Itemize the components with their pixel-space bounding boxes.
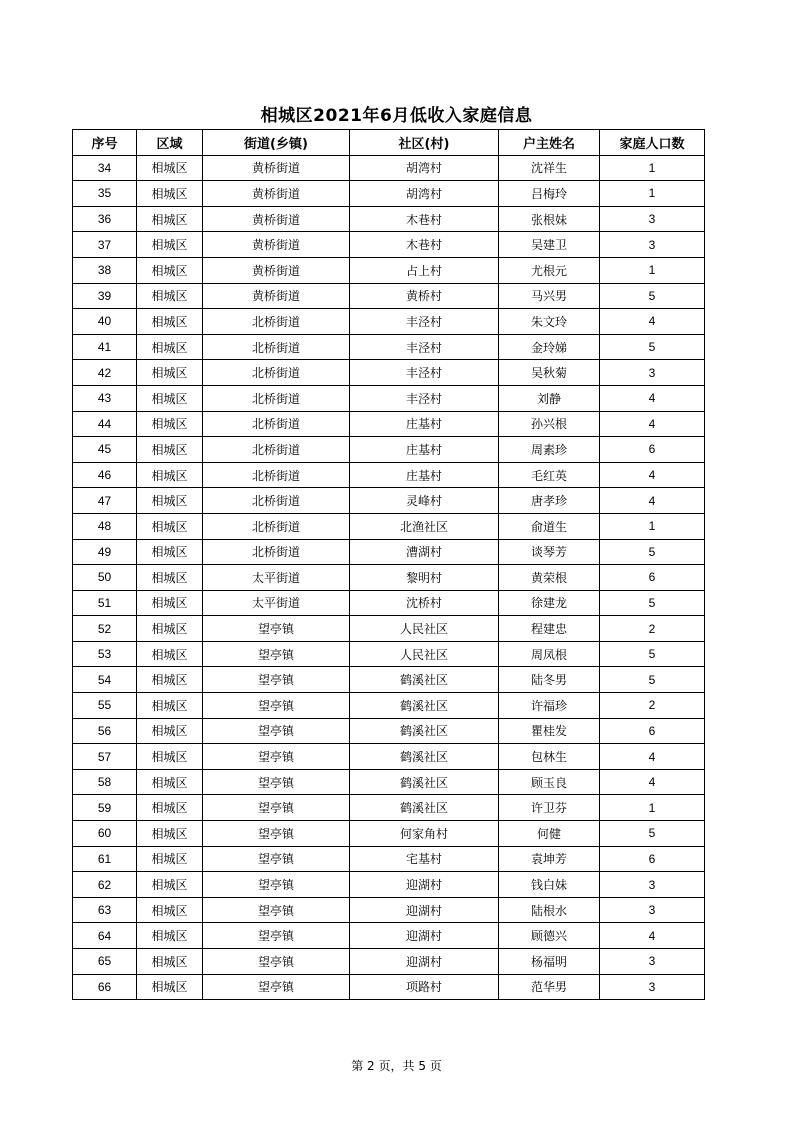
row-index: 51	[73, 590, 137, 616]
row-street: 望亭镇	[203, 769, 350, 795]
row-community: 何家角村	[350, 821, 499, 847]
row-householder: 许卫芬	[499, 795, 600, 821]
row-family-size: 5	[600, 590, 705, 616]
row-district: 相城区	[137, 488, 203, 514]
row-householder: 张根妹	[499, 206, 600, 232]
row-index: 56	[73, 718, 137, 744]
row-district: 相城区	[137, 565, 203, 591]
table-row	[73, 411, 705, 437]
row-householder: 瞿桂发	[499, 718, 600, 744]
row-householder: 范华男	[499, 974, 600, 1000]
row-community: 丰泾村	[350, 385, 499, 411]
table-row	[73, 616, 705, 642]
row-district: 相城区	[137, 462, 203, 488]
row-district: 相城区	[137, 795, 203, 821]
row-householder: 许福珍	[499, 693, 600, 719]
row-district: 相城区	[137, 411, 203, 437]
row-householder: 唐孝珍	[499, 488, 600, 514]
row-street: 望亭镇	[203, 872, 350, 898]
row-family-size: 4	[600, 411, 705, 437]
row-householder: 杨福明	[499, 949, 600, 975]
row-householder: 吴秋菊	[499, 360, 600, 386]
row-street: 黄桥街道	[203, 181, 350, 207]
table-row	[73, 462, 705, 488]
row-family-size: 1	[600, 795, 705, 821]
row-householder: 何健	[499, 821, 600, 847]
row-community: 庄基村	[350, 411, 499, 437]
table-row	[73, 206, 705, 232]
row-community: 鹤溪社区	[350, 769, 499, 795]
row-householder: 俞道生	[499, 513, 600, 539]
row-family-size: 5	[600, 334, 705, 360]
row-community: 迎湖村	[350, 897, 499, 923]
row-family-size: 4	[600, 309, 705, 335]
table-row	[73, 923, 705, 949]
row-district: 相城区	[137, 693, 203, 719]
table-row	[73, 897, 705, 923]
row-householder: 周凤根	[499, 641, 600, 667]
row-index: 55	[73, 693, 137, 719]
row-community: 宅基村	[350, 846, 499, 872]
row-district: 相城区	[137, 744, 203, 770]
row-family-size: 5	[600, 283, 705, 309]
table-row	[73, 590, 705, 616]
row-family-size: 1	[600, 155, 705, 181]
row-index: 63	[73, 897, 137, 923]
table-row	[73, 718, 705, 744]
row-street: 北桥街道	[203, 513, 350, 539]
row-family-size: 4	[600, 744, 705, 770]
row-family-size: 5	[600, 641, 705, 667]
row-community: 丰泾村	[350, 334, 499, 360]
row-district: 相城区	[137, 206, 203, 232]
row-householder: 周素珍	[499, 437, 600, 463]
row-index: 50	[73, 565, 137, 591]
row-family-size: 6	[600, 565, 705, 591]
row-community: 木巷村	[350, 206, 499, 232]
row-family-size: 5	[600, 539, 705, 565]
row-district: 相城区	[137, 155, 203, 181]
row-family-size: 3	[600, 232, 705, 258]
row-householder: 吴建卫	[499, 232, 600, 258]
table-row	[73, 513, 705, 539]
row-district: 相城区	[137, 232, 203, 258]
row-householder: 尤根元	[499, 257, 600, 283]
row-index: 46	[73, 462, 137, 488]
table-row	[73, 872, 705, 898]
row-street: 望亭镇	[203, 744, 350, 770]
table-row	[73, 437, 705, 463]
row-district: 相城区	[137, 590, 203, 616]
row-householder: 钱白妹	[499, 872, 600, 898]
row-family-size: 3	[600, 206, 705, 232]
row-community: 胡湾村	[350, 155, 499, 181]
row-householder: 程建忠	[499, 616, 600, 642]
row-district: 相城区	[137, 846, 203, 872]
row-community: 占上村	[350, 257, 499, 283]
row-street: 望亭镇	[203, 923, 350, 949]
header-district: 区域	[137, 130, 203, 156]
row-street: 望亭镇	[203, 641, 350, 667]
row-index: 52	[73, 616, 137, 642]
row-index: 59	[73, 795, 137, 821]
row-index: 58	[73, 769, 137, 795]
row-street: 北桥街道	[203, 488, 350, 514]
row-street: 望亭镇	[203, 616, 350, 642]
row-index: 37	[73, 232, 137, 258]
row-street: 望亭镇	[203, 821, 350, 847]
row-family-size: 5	[600, 821, 705, 847]
row-street: 黄桥街道	[203, 283, 350, 309]
table-row	[73, 821, 705, 847]
row-district: 相城区	[137, 718, 203, 744]
row-family-size: 4	[600, 488, 705, 514]
row-community: 鹤溪社区	[350, 795, 499, 821]
row-community: 人民社区	[350, 641, 499, 667]
row-family-size: 2	[600, 616, 705, 642]
row-householder: 金玲娣	[499, 334, 600, 360]
row-index: 60	[73, 821, 137, 847]
table-row	[73, 257, 705, 283]
header-householder: 户主姓名	[499, 130, 600, 156]
row-street: 太平街道	[203, 565, 350, 591]
row-district: 相城区	[137, 334, 203, 360]
row-index: 57	[73, 744, 137, 770]
row-community: 迎湖村	[350, 872, 499, 898]
row-street: 望亭镇	[203, 974, 350, 1000]
row-community: 庄基村	[350, 462, 499, 488]
household-table	[72, 129, 705, 1000]
row-street: 望亭镇	[203, 795, 350, 821]
row-community: 鹤溪社区	[350, 667, 499, 693]
row-district: 相城区	[137, 897, 203, 923]
row-family-size: 4	[600, 462, 705, 488]
row-householder: 刘静	[499, 385, 600, 411]
row-index: 65	[73, 949, 137, 975]
row-community: 北渔社区	[350, 513, 499, 539]
row-family-size: 1	[600, 513, 705, 539]
row-district: 相城区	[137, 974, 203, 1000]
row-index: 44	[73, 411, 137, 437]
row-householder: 陆冬男	[499, 667, 600, 693]
row-family-size: 1	[600, 257, 705, 283]
row-index: 42	[73, 360, 137, 386]
row-community: 迎湖村	[350, 949, 499, 975]
table-row	[73, 846, 705, 872]
row-district: 相城区	[137, 769, 203, 795]
row-street: 望亭镇	[203, 667, 350, 693]
row-index: 35	[73, 181, 137, 207]
row-community: 漕湖村	[350, 539, 499, 565]
row-street: 黄桥街道	[203, 155, 350, 181]
row-family-size: 3	[600, 949, 705, 975]
row-community: 胡湾村	[350, 181, 499, 207]
row-index: 61	[73, 846, 137, 872]
table-row	[73, 974, 705, 1000]
table-row	[73, 155, 705, 181]
row-family-size: 3	[600, 974, 705, 1000]
row-index: 34	[73, 155, 137, 181]
row-householder: 孙兴根	[499, 411, 600, 437]
row-index: 38	[73, 257, 137, 283]
row-district: 相城区	[137, 309, 203, 335]
row-community: 木巷村	[350, 232, 499, 258]
row-family-size: 3	[600, 897, 705, 923]
row-community: 沈桥村	[350, 590, 499, 616]
row-street: 北桥街道	[203, 334, 350, 360]
row-district: 相城区	[137, 513, 203, 539]
row-street: 望亭镇	[203, 949, 350, 975]
table-row	[73, 744, 705, 770]
table-row	[73, 667, 705, 693]
row-index: 43	[73, 385, 137, 411]
row-index: 49	[73, 539, 137, 565]
row-community: 鹤溪社区	[350, 744, 499, 770]
row-community: 鹤溪社区	[350, 693, 499, 719]
table-row	[73, 283, 705, 309]
row-street: 北桥街道	[203, 437, 350, 463]
row-community: 迎湖村	[350, 923, 499, 949]
row-community: 丰泾村	[350, 360, 499, 386]
row-district: 相城区	[137, 667, 203, 693]
header-community: 社区(村)	[350, 130, 499, 156]
table-row	[73, 232, 705, 258]
row-street: 黄桥街道	[203, 206, 350, 232]
row-district: 相城区	[137, 257, 203, 283]
table-row	[73, 641, 705, 667]
row-district: 相城区	[137, 872, 203, 898]
row-community: 庄基村	[350, 437, 499, 463]
row-district: 相城区	[137, 181, 203, 207]
row-index: 48	[73, 513, 137, 539]
row-householder: 沈祥生	[499, 155, 600, 181]
row-district: 相城区	[137, 821, 203, 847]
row-community: 黄桥村	[350, 283, 499, 309]
document-title: 相城区2021年6月低收入家庭信息	[260, 106, 533, 126]
row-street: 望亭镇	[203, 846, 350, 872]
row-district: 相城区	[137, 385, 203, 411]
row-street: 北桥街道	[203, 309, 350, 335]
row-index: 39	[73, 283, 137, 309]
row-district: 相城区	[137, 437, 203, 463]
row-index: 66	[73, 974, 137, 1000]
row-district: 相城区	[137, 283, 203, 309]
table-row	[73, 693, 705, 719]
table-row	[73, 795, 705, 821]
header-street: 街道(乡镇)	[203, 130, 350, 156]
row-index: 40	[73, 309, 137, 335]
row-family-size: 5	[600, 667, 705, 693]
row-street: 太平街道	[203, 590, 350, 616]
table-row	[73, 385, 705, 411]
row-index: 36	[73, 206, 137, 232]
row-family-size: 6	[600, 846, 705, 872]
page-footer: 第 2 页，共 5 页	[351, 1059, 442, 1073]
table-row	[73, 769, 705, 795]
row-street: 望亭镇	[203, 718, 350, 744]
row-street: 北桥街道	[203, 462, 350, 488]
row-index: 62	[73, 872, 137, 898]
table-row	[73, 488, 705, 514]
row-householder: 包林生	[499, 744, 600, 770]
row-family-size: 6	[600, 437, 705, 463]
row-householder: 吕梅玲	[499, 181, 600, 207]
row-community: 人民社区	[350, 616, 499, 642]
table-row	[73, 539, 705, 565]
row-family-size: 6	[600, 718, 705, 744]
table-row	[73, 334, 705, 360]
row-street: 北桥街道	[203, 385, 350, 411]
header-family-size: 家庭人口数	[600, 130, 705, 156]
row-householder: 陆根水	[499, 897, 600, 923]
row-community: 项路村	[350, 974, 499, 1000]
row-family-size: 1	[600, 181, 705, 207]
table-body	[73, 155, 705, 1000]
row-householder: 顾玉良	[499, 769, 600, 795]
row-community: 灵峰村	[350, 488, 499, 514]
row-family-size: 4	[600, 923, 705, 949]
table-row	[73, 565, 705, 591]
table-row	[73, 360, 705, 386]
row-street: 望亭镇	[203, 693, 350, 719]
row-householder: 马兴男	[499, 283, 600, 309]
row-district: 相城区	[137, 360, 203, 386]
row-district: 相城区	[137, 923, 203, 949]
row-family-size: 4	[600, 385, 705, 411]
row-householder: 谈琴芳	[499, 539, 600, 565]
row-district: 相城区	[137, 641, 203, 667]
row-district: 相城区	[137, 539, 203, 565]
row-index: 54	[73, 667, 137, 693]
row-family-size: 4	[600, 769, 705, 795]
row-index: 45	[73, 437, 137, 463]
row-householder: 毛红英	[499, 462, 600, 488]
row-street: 北桥街道	[203, 360, 350, 386]
row-family-size: 2	[600, 693, 705, 719]
row-householder: 黄荣根	[499, 565, 600, 591]
header-index: 序号	[73, 130, 137, 156]
row-community: 黎明村	[350, 565, 499, 591]
row-community: 鹤溪社区	[350, 718, 499, 744]
table-row	[73, 949, 705, 975]
row-householder: 徐建龙	[499, 590, 600, 616]
row-index: 64	[73, 923, 137, 949]
row-householder: 顾德兴	[499, 923, 600, 949]
row-district: 相城区	[137, 949, 203, 975]
table-row	[73, 309, 705, 335]
row-street: 北桥街道	[203, 539, 350, 565]
row-householder: 袁坤芳	[499, 846, 600, 872]
row-district: 相城区	[137, 616, 203, 642]
row-community: 丰泾村	[350, 309, 499, 335]
row-index: 53	[73, 641, 137, 667]
table-header-row	[73, 130, 705, 156]
row-family-size: 3	[600, 360, 705, 386]
row-householder: 朱文玲	[499, 309, 600, 335]
row-street: 北桥街道	[203, 411, 350, 437]
table-row	[73, 181, 705, 207]
row-index: 41	[73, 334, 137, 360]
row-street: 黄桥街道	[203, 232, 350, 258]
row-street: 望亭镇	[203, 897, 350, 923]
row-street: 黄桥街道	[203, 257, 350, 283]
row-family-size: 3	[600, 872, 705, 898]
row-index: 47	[73, 488, 137, 514]
